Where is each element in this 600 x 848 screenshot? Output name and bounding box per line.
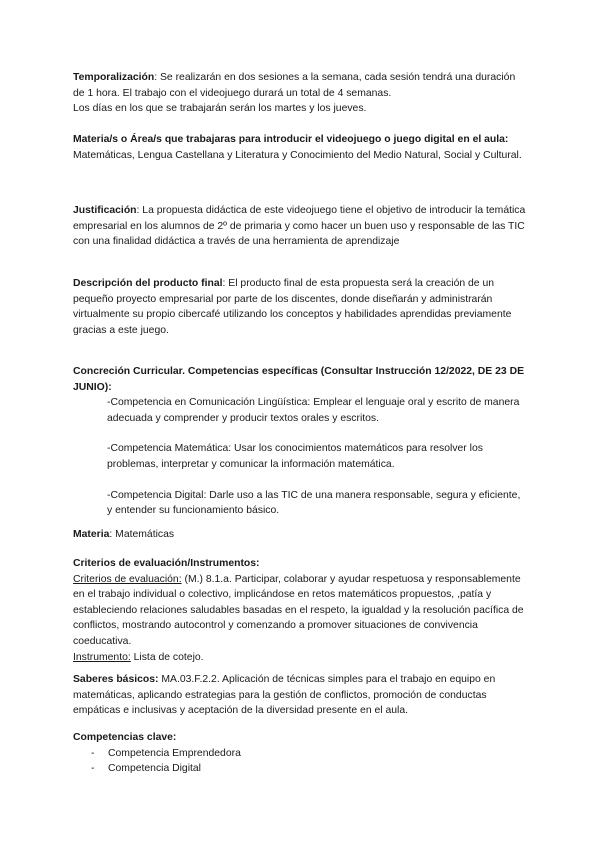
descripcion-section [73, 276, 527, 338]
justificacion-label: Justificación [73, 205, 137, 216]
criterio-label: Criterios de evaluación: [73, 573, 182, 585]
criterios-section [73, 556, 527, 665]
temporalizacion-label: Temporalización [73, 72, 155, 83]
justificacion-section [73, 203, 527, 250]
competencia-digital-clave: Competencia Digital [108, 763, 201, 775]
competencias-clave-list [73, 746, 527, 777]
materia-paragraph [73, 527, 527, 543]
competencia-digital: -Competencia Digital: Darle uso a las TIC de una manera responsable, segura y eficiente, y entender su funcionamiento básico. [107, 489, 521, 517]
concrecion-section [73, 364, 527, 519]
justificacion-text: : La propuesta didáctica de este videojuego tiene el objetivo de introducir la temática empresarial en los alumnos de 2º de primaria y como hacer un buen uso y responsable de las TIC con una finalidad didáctica a través de una herramienta de aprendizaje [73, 205, 526, 248]
instrumento-paragraph [73, 650, 527, 666]
bullet-dash: - [91, 747, 95, 759]
descripcion-paragraph [73, 276, 527, 338]
materias-section [73, 132, 527, 163]
competencias-clave-section [73, 730, 527, 777]
concrecion-heading: Concreción Curricular. Competencias específicas (Consultar Instrucción 12/2022, DE 23 DE JUNIO): [73, 366, 524, 393]
criterios-heading: Criterios de evaluación/Instrumentos: [73, 558, 260, 569]
saberes-label: Saberes básicos: [73, 674, 159, 685]
instrumento-label: Instrumento: [73, 651, 131, 663]
criterio-text: (M.) 8.1.a. Participar, colaborar y ayudar respetuosa y responsablemente en el trabajo individual o colectivo, implicándose en retos matemáticos propuestos, ,patía y estableciendo relaciones saludables basadas en el respeto, la igualdad y la resolución pacífica de conflictos, mostrando autocontrol y comenzando a promover situaciones de convivencia coeducativa. [73, 573, 524, 647]
competencia-matematica: -Competencia Matemática: Usar los conocimientos matemáticos para resolver los problemas, interpretar y comunicar la información matemática. [107, 443, 483, 470]
temporalizacion-text: : Se realizarán en dos sesiones a la semana, cada sesión tendrá una duración de 1 hora. El trabajo con el videojuego durará un total de 4 semanas. [73, 72, 516, 99]
saberes-paragraph [73, 672, 527, 719]
competencia-emprendedora: Competencia Emprendedora [108, 747, 241, 759]
descripcion-label: Descripción del producto final [73, 278, 223, 289]
instrumento-text: Lista de cotejo. [130, 651, 204, 663]
competencias-clave-heading: Competencias clave: [73, 732, 177, 743]
materia-label: Materia [73, 529, 110, 540]
temporalizacion-section [73, 70, 527, 117]
justificacion-paragraph [73, 203, 527, 250]
saberes-section [73, 672, 527, 719]
materia-text: : Matemáticas [109, 529, 175, 540]
criterios-paragraph [73, 572, 527, 650]
materias-heading: Materia/s o Área/s que trabajaras para introducir el videojuego o juego digital en el aula: [73, 134, 509, 145]
bullet-dash: - [91, 763, 95, 775]
competencia-linguistica: -Competencia en Comunicación Lingüística: Emplear el lenguaje oral y escrito de manera adecuada y comprender y producir textos orales y escritos. [107, 397, 520, 424]
materia-section [73, 527, 527, 543]
competencias-especificas-list [73, 395, 527, 519]
list-item [73, 761, 527, 777]
descripcion-text: : El producto final de esta propuesta será la creación de un pequeño proyecto empresarial por parte de los discentes, donde diseñarán y administrarán virtualmente su propio cibercafé utilizando los conceptos y habilidades aprendidas previamente gracias a este juego. [73, 278, 512, 336]
materias-text: Matemáticas, Lengua Castellana y Literatura y Conocimiento del Medio Natural, Social y Cultural. [73, 149, 522, 161]
list-item [73, 746, 527, 762]
temporalizacion-days: Los días en los que se trabajarán serán los martes y los jueves. [73, 103, 367, 115]
temporalizacion-paragraph [73, 70, 527, 101]
saberes-text: MA.03.F.2.2. Aplicación de técnicas simples para el trabajo en equipo en matemáticas, aplicando estrategias para la gestión de conflictos, promoción de conductas empáticas e inclusivas y aceptación de la diversidad presente en el aula. [73, 674, 496, 717]
